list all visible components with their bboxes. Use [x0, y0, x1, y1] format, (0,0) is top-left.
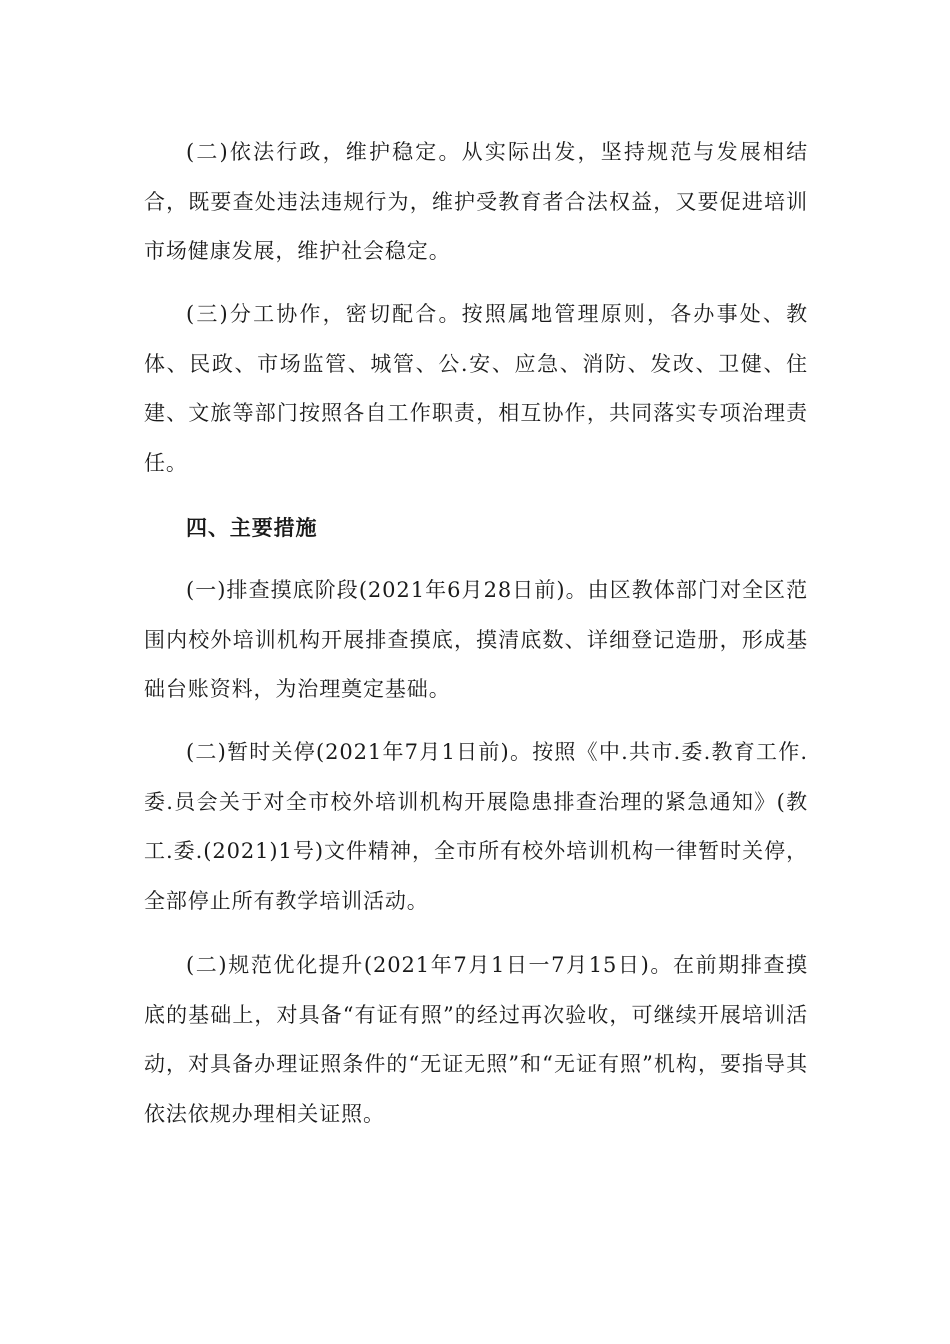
section-heading-main-measures: 四、主要措施	[186, 516, 318, 540]
paragraph-measure-temporary-closure: (二)暂时关停(2021年7月1日前)。按照《中.共市.委.教育工作.委.员会关于对全市校外培训机构开展隐患排查治理的紧急通知》(教工.委.(2021)1号)文件精神，全市所有校外培训机构一律暂时关停，全部停止所有教学培训活动。	[144, 740, 808, 914]
paragraph-measure-standardize-optimize: (二)规范优化提升(2021年7月1日一7月15日)。在前期排查摸底的基础上，对具备“有证有照”的经过再次验收，可继续开展培训活动，对具备办理证照条件的“无证无照”和“无证有照”机构，要指导其依法依规办理相关证照。	[144, 953, 808, 1127]
paragraph-division-cooperation: (三)分工协作，密切配合。按照属地管理原则，各办事处、教体、民政、市场监管、城管、公.安、应急、消防、发改、卫健、住建、文旅等部门按照各自工作职责，相互协作，共同落实专项治理责任。	[144, 302, 808, 476]
paragraph-measure-investigation: (一)排查摸底阶段(2021年6月28日前)。由区教体部门对全区范围内校外培训机构开展排查摸底，摸清底数、详细登记造册，形成基础台账资料，为治理奠定基础。	[144, 578, 808, 702]
paragraph-legal-administration: (二)依法行政，维护稳定。从实际出发，坚持规范与发展相结合，既要查处违法违规行为，维护受教育者合法权益，又要促进培训市场健康发展，维护社会稳定。	[144, 140, 808, 264]
